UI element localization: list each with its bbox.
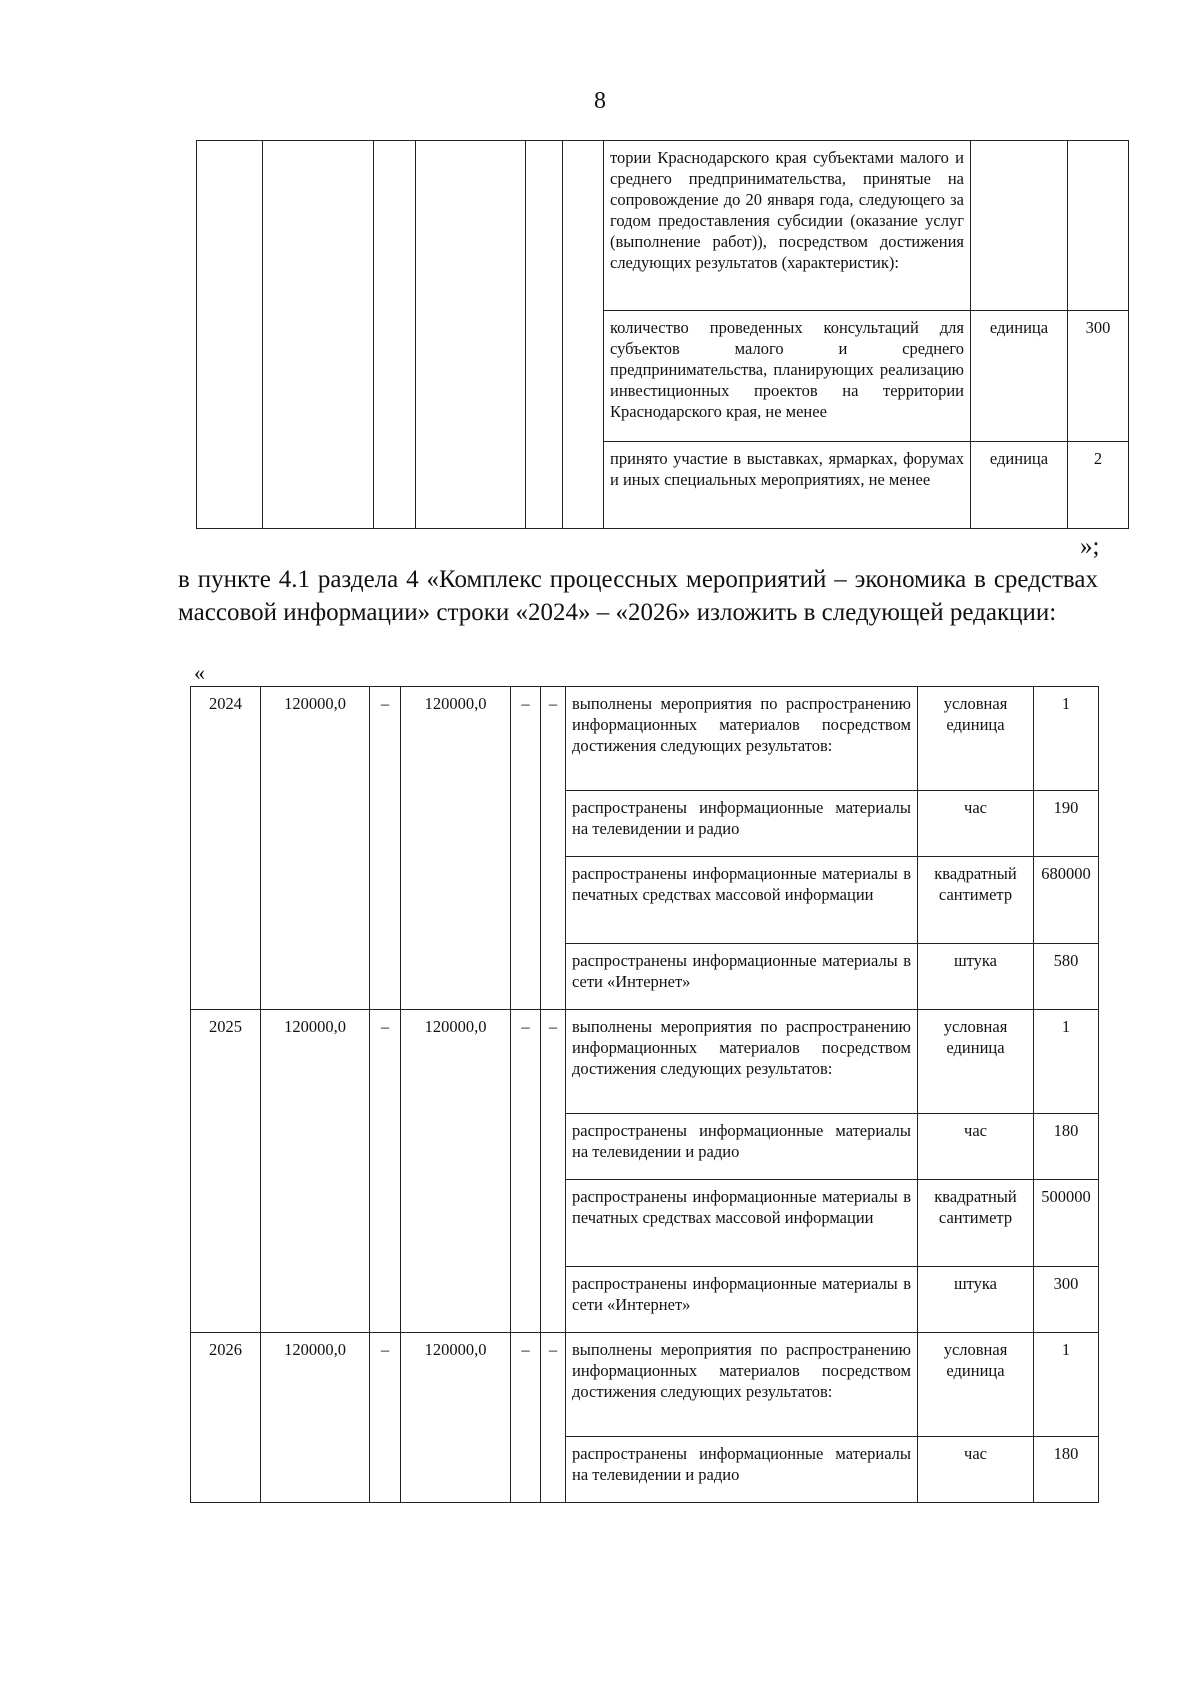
unit-cell: квадратный сантиметр [918,857,1034,944]
column-3-cell: 120000,0 [401,687,511,1010]
unit-cell: условная единица [918,1333,1034,1437]
result-description: выполнены мероприятия по распространению информационных материалов посредством достижения следующих результатов: [566,687,918,791]
value-cell: 300 [1034,1267,1099,1333]
column-5-cell: – [541,1010,566,1333]
table-row [191,1333,1099,1437]
value-cell: 1 [1034,687,1099,791]
result-description: количество проведенных консультаций для субъектов малого и среднего предпринимательства, планирующих реализацию инвестиционных проектов на территории Краснодарского края, не менее [604,311,971,442]
total-cell: 120000,0 [261,1010,370,1333]
unit-cell [971,141,1068,311]
result-description: принято участие в выставках, ярмарках, форумах и иных специальных мероприятиях, не менее [604,442,971,529]
blank-cell [263,141,374,529]
unit-cell: штука [918,1267,1034,1333]
total-cell: 120000,0 [261,687,370,1010]
unit-cell: час [918,1114,1034,1180]
value-cell [1068,141,1129,311]
table-row [191,687,1099,791]
table-row [191,1010,1099,1114]
unit-cell: единица [971,311,1068,442]
result-description: распространены информационные материалы на телевидении и радио [566,1437,918,1503]
closing-quote: »; [1080,533,1100,560]
column-2-cell: – [370,1333,401,1503]
value-cell: 300 [1068,311,1129,442]
year-cell: 2025 [191,1010,261,1333]
opening-quote: « [194,660,205,685]
top-table [196,140,1129,529]
unit-cell: квадратный сантиметр [918,1180,1034,1267]
result-description: распространены информационные материалы в печатных средствах массовой информации [566,1180,918,1267]
total-cell: 120000,0 [261,1333,370,1503]
column-2-cell: – [370,687,401,1010]
year-cell: 2026 [191,1333,261,1503]
main-table [190,686,1099,1503]
result-description: тории Краснодарского края субъектами малого и среднего предпринимательства, принятые на сопровождение до 20 января года, следующего за годом предоставления субсидии (оказание услуг (выполнение работ)), посредством достижения следующих результатов (характеристик): [604,141,971,311]
column-5-cell: – [541,1333,566,1503]
column-4-cell: – [511,1010,541,1333]
year-cell: 2024 [191,687,261,1010]
value-cell: 180 [1034,1437,1099,1503]
unit-cell: час [918,1437,1034,1503]
result-description: распространены информационные материалы в сети «Интернет» [566,944,918,1010]
unit-cell: час [918,791,1034,857]
value-cell: 190 [1034,791,1099,857]
value-cell: 2 [1068,442,1129,529]
result-description: распространены информационные материалы на телевидении и радио [566,791,918,857]
unit-cell: условная единица [918,1010,1034,1114]
value-cell: 180 [1034,1114,1099,1180]
blank-cell [526,141,563,529]
value-cell: 680000 [1034,857,1099,944]
unit-cell: условная единица [918,687,1034,791]
result-description: выполнены мероприятия по распространению информационных материалов посредством достижения следующих результатов: [566,1333,918,1437]
unit-cell: штука [918,944,1034,1010]
amendment-paragraph: в пункте 4.1 раздела 4 «Комплекс процессных мероприятий – экономика в средствах массовой информации» строки «2024» – «2026» изложить в следующей редакции: [178,566,1098,626]
value-cell: 500000 [1034,1180,1099,1267]
column-2-cell: – [370,1010,401,1333]
result-description: распространены информационные материалы в сети «Интернет» [566,1267,918,1333]
result-description: распространены информационные материалы в печатных средствах массовой информации [566,857,918,944]
page-number: 8 [594,88,606,114]
column-5-cell: – [541,687,566,1010]
column-4-cell: – [511,1333,541,1503]
blank-cell [197,141,263,529]
column-3-cell: 120000,0 [401,1010,511,1333]
value-cell: 1 [1034,1010,1099,1114]
blank-cell [416,141,526,529]
table-row [197,141,1129,311]
result-description: выполнены мероприятия по распространению информационных материалов посредством достижения следующих результатов: [566,1010,918,1114]
result-description: распространены информационные материалы на телевидении и радио [566,1114,918,1180]
column-3-cell: 120000,0 [401,1333,511,1503]
value-cell: 580 [1034,944,1099,1010]
blank-cell [563,141,604,529]
blank-cell [374,141,416,529]
value-cell: 1 [1034,1333,1099,1437]
column-4-cell: – [511,687,541,1010]
unit-cell: единица [971,442,1068,529]
